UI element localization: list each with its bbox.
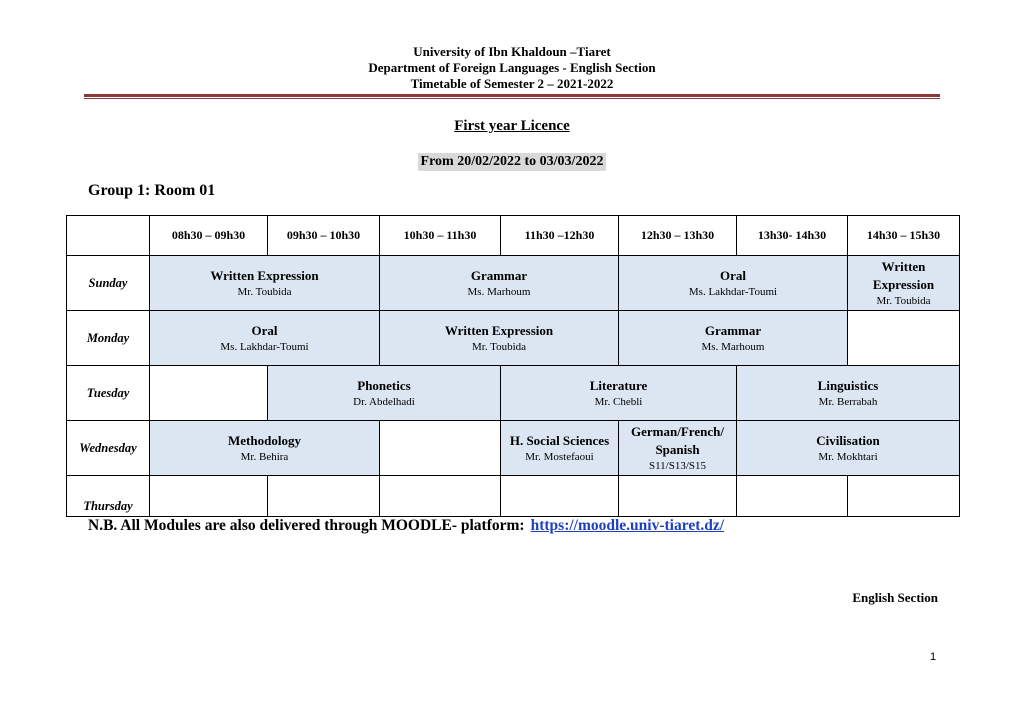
empty-cell (501, 476, 619, 517)
class-cell (150, 311, 380, 366)
time-header-row (67, 216, 960, 256)
teacher-name: Mr. Chebli (594, 396, 643, 408)
class-cell (150, 256, 380, 311)
day-row-monday (67, 311, 960, 366)
class-cell (380, 311, 619, 366)
subject-name: Methodology (228, 433, 301, 448)
teacher-name: S11/S13/S15 (648, 460, 707, 472)
class-cell (501, 366, 737, 421)
class-cell (619, 256, 848, 311)
day-label: Sunday (67, 256, 150, 311)
day-row-tuesday (67, 366, 960, 421)
time-slot-header: 12h30 – 13h30 (619, 216, 737, 256)
header-rule-thin (84, 98, 940, 99)
time-slot-header: 09h30 – 10h30 (268, 216, 380, 256)
subject-name: Grammar (470, 268, 528, 283)
period-label: From 20/02/2022 to 03/03/2022 (418, 153, 607, 171)
day-label: Tuesday (67, 366, 150, 421)
subject-name: Linguistics (817, 378, 879, 393)
timetable-table (66, 215, 960, 517)
timetable-title: Timetable of Semester 2 – 2021-2022 (410, 76, 614, 91)
empty-cell (848, 476, 960, 517)
time-slot-header: 11h30 –12h30 (501, 216, 619, 256)
teacher-name: Mr. Mostefaoui (525, 451, 594, 463)
empty-cell (737, 476, 848, 517)
empty-cell (150, 476, 268, 517)
document-header (0, 44, 1024, 92)
subject-name: Grammar (704, 323, 762, 338)
teacher-name: Dr. Abdelhadi (353, 396, 415, 408)
day-row-wednesday (67, 421, 960, 476)
header-rule (84, 94, 940, 97)
class-cell (848, 256, 960, 311)
time-slot-header: 08h30 – 09h30 (150, 216, 268, 256)
subject-name: Phonetics (357, 378, 411, 393)
moodle-note (88, 517, 724, 535)
page-number: 1 (930, 651, 937, 663)
note-text: N.B. All Modules are also delivered through MOODLE- platform: (88, 517, 525, 534)
class-cell (150, 421, 380, 476)
period-wrapper (0, 152, 1024, 171)
group-label: Group 1: Room 01 (88, 182, 216, 199)
time-slot-header: 14h30 – 15h30 (848, 216, 960, 256)
teacher-name: Ms. Lakhdar-Toumi (688, 286, 778, 298)
teacher-name: Ms. Marhoum (701, 341, 765, 353)
teacher-name: Ms. Lakhdar-Toumi (220, 341, 309, 353)
footer-section-label: English Section (852, 590, 938, 605)
day-label: Monday (67, 311, 150, 366)
empty-cell (268, 476, 380, 517)
day-label: Wednesday (67, 421, 150, 476)
time-slot-header: 10h30 – 11h30 (380, 216, 501, 256)
subject-name: Oral (720, 268, 746, 283)
empty-cell (150, 366, 268, 421)
subject-name: H. Social Sciences (509, 433, 610, 448)
class-cell (380, 256, 619, 311)
teacher-name: Mr. Berrabah (818, 396, 878, 408)
teacher-name: Mr. Toubida (876, 295, 931, 307)
day-label: Thursday (67, 476, 150, 517)
licence-title: First year Licence (454, 118, 570, 134)
corner-cell (67, 216, 150, 256)
empty-cell (380, 476, 501, 517)
time-slot-header: 13h30- 14h30 (737, 216, 848, 256)
teacher-name: Mr. Toubida (237, 286, 292, 298)
day-row-sunday (67, 256, 960, 311)
subject-name: Written Expression (872, 259, 935, 292)
empty-cell (848, 311, 960, 366)
subject-name: Written Expression (210, 268, 319, 283)
empty-cell (380, 421, 501, 476)
class-cell (619, 311, 848, 366)
empty-cell (619, 476, 737, 517)
subject-name: Literature (589, 378, 648, 393)
class-cell (737, 366, 960, 421)
class-cell (619, 421, 737, 476)
class-cell (501, 421, 619, 476)
day-row-thursday (67, 476, 960, 517)
class-cell (737, 421, 960, 476)
subject-name: Written Expression (444, 323, 554, 338)
teacher-name: Ms. Marhoum (467, 286, 531, 298)
subject-name: Oral (251, 323, 278, 338)
teacher-name: Mr. Toubida (471, 341, 527, 353)
department-name: Department of Foreign Languages - English Section (368, 60, 656, 75)
subject-name: Civilisation (816, 433, 880, 448)
moodle-link[interactable]: https://moodle.univ-tiaret.dz/ (530, 517, 725, 534)
subject-name: German/French/ Spanish (631, 424, 724, 457)
teacher-name: Mr. Behira (240, 451, 289, 463)
university-name: University of Ibn Khaldoun –Tiaret (413, 44, 611, 59)
class-cell (268, 366, 501, 421)
teacher-name: Mr. Mokhtari (818, 451, 878, 463)
